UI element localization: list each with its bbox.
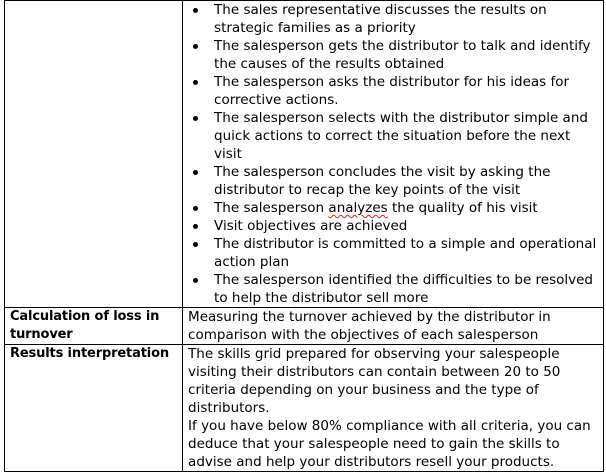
- list-item: Visit objectives are achieved: [188, 217, 599, 235]
- table-row-visit-conclusion: [5, 1, 604, 308]
- list-item: The distributor is committed to a simple and operational action plan: [188, 235, 599, 271]
- results-interpretation-cell: [183, 345, 604, 472]
- bullet-icon: [193, 206, 198, 211]
- bullet-icon: [193, 116, 198, 121]
- interpretation-paragraph-1: The skills grid prepared for observing your salespeople visiting their distributors can contain between 20 to 50 criteria depending on your business and the type of distributors.: [188, 346, 561, 416]
- bullet-icon: [193, 170, 198, 175]
- row-label-results-interpretation: Results interpretation: [5, 345, 183, 472]
- bullet-icon: [193, 8, 198, 13]
- list-item: The salesperson concludes the visit by asking the distributor to recap the key points of the visit: [188, 163, 599, 199]
- interpretation-paragraph-2: If you have below 80% compliance with all criteria, you can deduce that your salespeople need to gain the skills to advise and help your distributors resell your products.: [188, 418, 591, 470]
- visit-criteria-cell: [183, 1, 604, 308]
- bullet-icon: [193, 224, 198, 229]
- bullet-icon: [193, 242, 198, 247]
- bullet-icon: [193, 44, 198, 49]
- list-item: The salesperson identified the difficulties to be resolved to help the distributor sell more: [188, 271, 599, 307]
- visit-criteria-list: [188, 1, 599, 307]
- row-label-empty: [5, 1, 183, 308]
- table-row-loss-calculation: [5, 308, 604, 345]
- spellcheck-flagged-word[interactable]: analyzes: [328, 200, 388, 216]
- table-row-results-interpretation: [5, 345, 604, 472]
- list-item: The sales representative discusses the results on strategic families as a priority: [188, 1, 599, 37]
- list-item: The salesperson asks the distributor for his ideas for corrective actions.: [188, 73, 599, 109]
- list-item: The salesperson gets the distributor to talk and identify the causes of the results obtained: [188, 37, 599, 73]
- list-item: The salesperson selects with the distributor simple and quick actions to correct the situation before the next visit: [188, 109, 599, 163]
- bullet-icon: [193, 278, 198, 283]
- list-item: The salesperson analyzes the quality of his visit: [188, 199, 599, 217]
- loss-calculation-text: Measuring the turnover achieved by the distributor in comparison with the objectives of each salesperson: [183, 308, 604, 345]
- criteria-table: [4, 0, 604, 472]
- row-label-loss-calculation: Calculation of loss in turnover: [5, 308, 183, 345]
- bullet-icon: [193, 80, 198, 85]
